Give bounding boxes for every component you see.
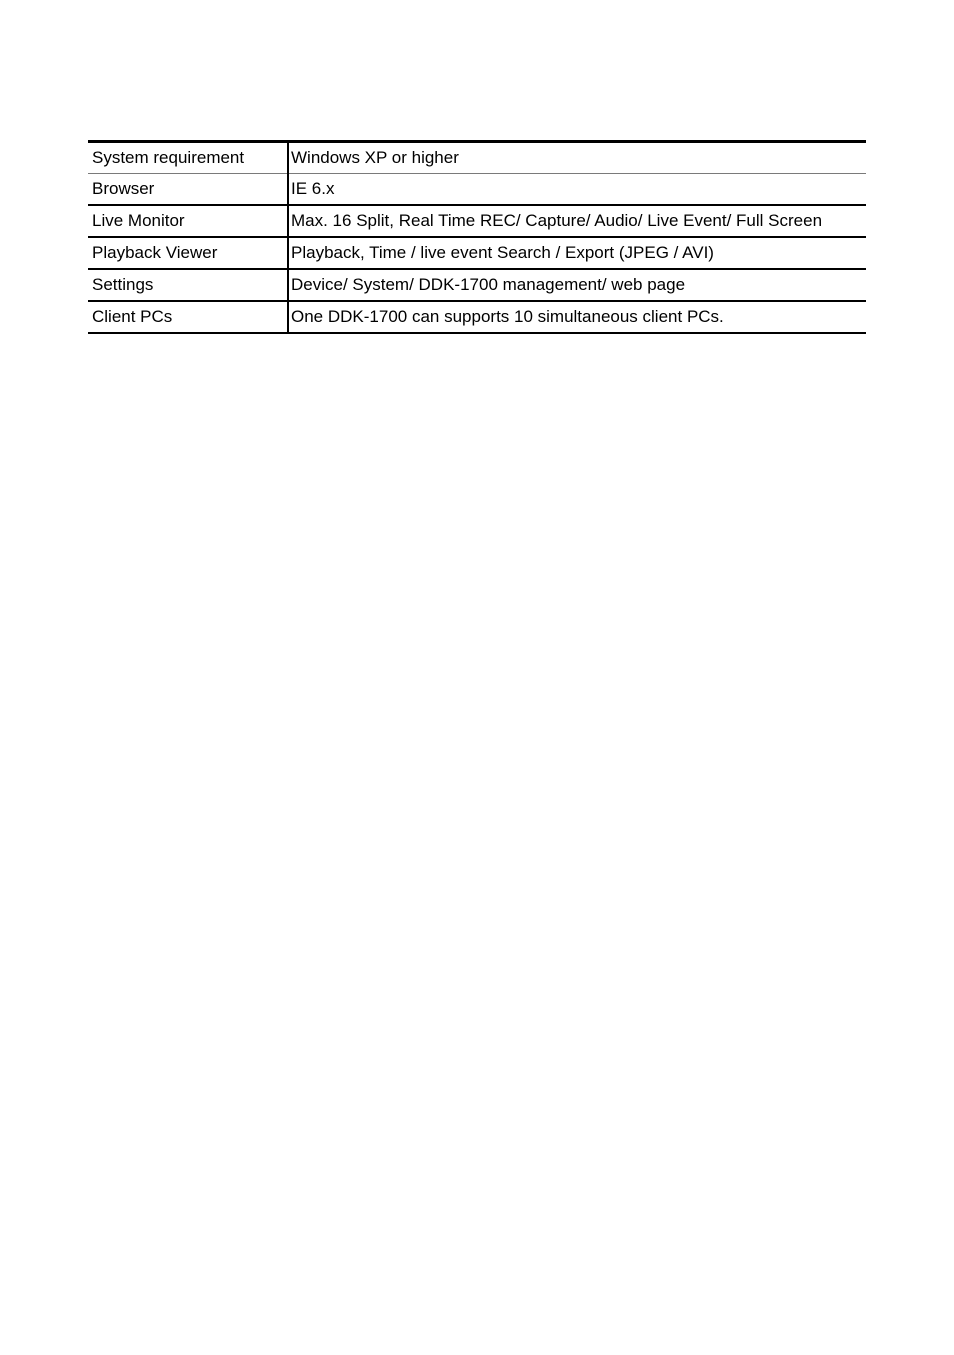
table-row <box>88 301 866 333</box>
table-row <box>88 174 866 206</box>
row-value: Max. 16 Split, Real Time REC/ Capture/ Audio/ Live Event/ Full Screen <box>288 205 866 237</box>
table-row <box>88 269 866 301</box>
row-label: Browser <box>88 174 288 206</box>
table-row <box>88 237 866 269</box>
row-label: Client PCs <box>88 301 288 333</box>
table-row <box>88 142 866 174</box>
row-label: System requirement <box>88 142 288 174</box>
row-value: IE 6.x <box>288 174 866 206</box>
table-row <box>88 205 866 237</box>
row-label: Live Monitor <box>88 205 288 237</box>
row-label: Settings <box>88 269 288 301</box>
row-value: Device/ System/ DDK-1700 management/ web page <box>288 269 866 301</box>
specification-table <box>88 140 866 334</box>
row-value: Windows XP or higher <box>288 142 866 174</box>
row-label: Playback Viewer <box>88 237 288 269</box>
row-value: Playback, Time / live event Search / Export (JPEG / AVI) <box>288 237 866 269</box>
row-value: One DDK-1700 can supports 10 simultaneous client PCs. <box>288 301 866 333</box>
